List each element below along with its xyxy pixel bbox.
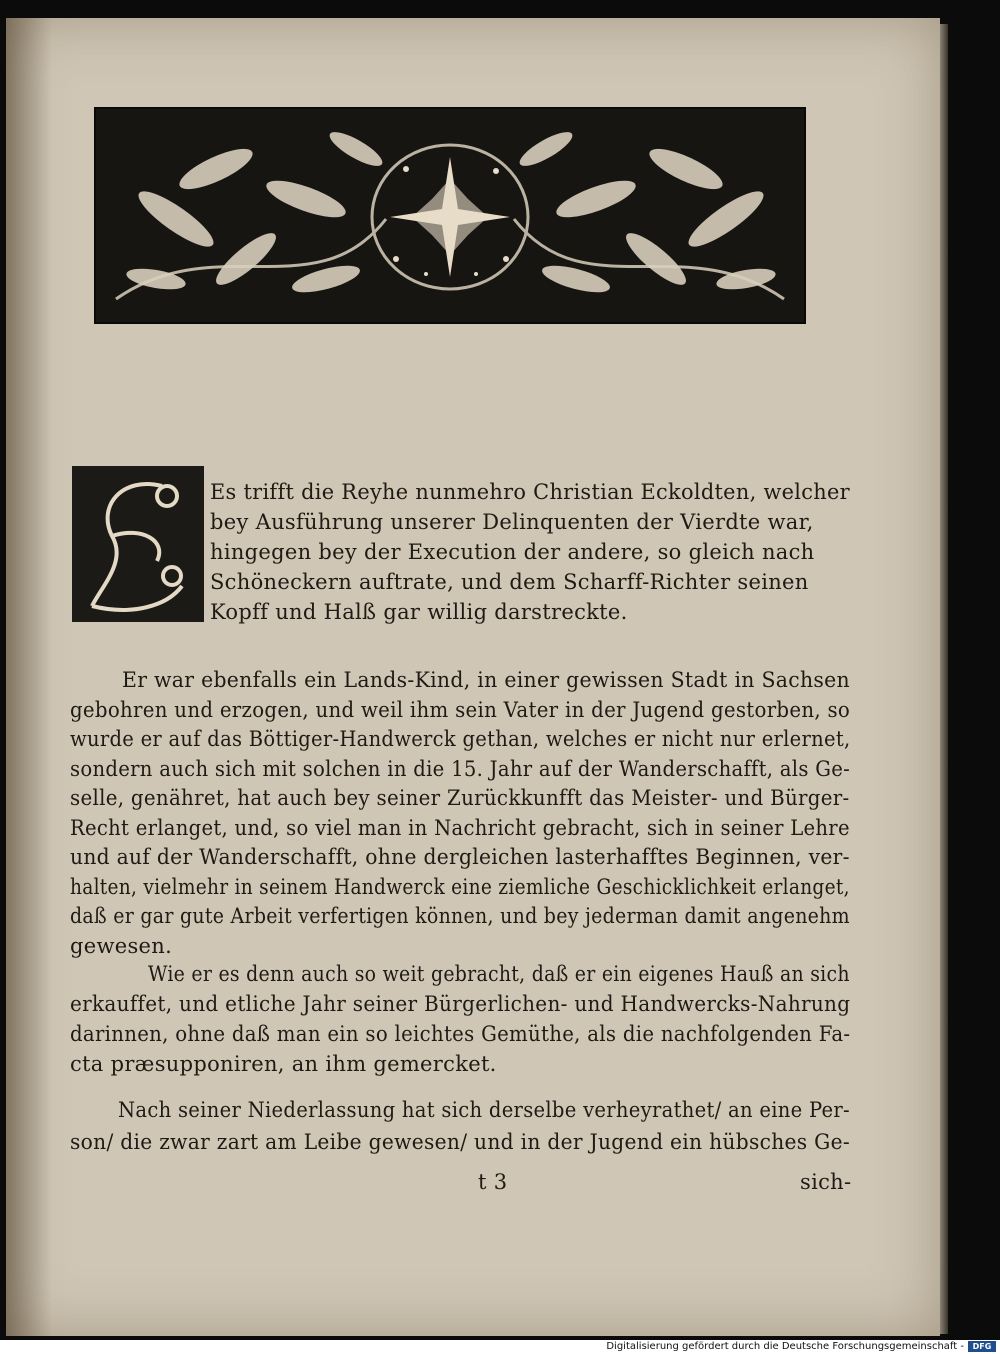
- text-line: bey Ausführung unserer Delinquenten der Vierdte war,: [210, 510, 814, 534]
- funding-credit: Digitalisierung gefördert durch die Deutsche Forschungsgemeinschaft -: [606, 1341, 964, 1352]
- text-line: Kopff und Halß gar willig darstreckte.: [210, 600, 628, 624]
- text-line: und auf der Wanderschafft, ohne dergleichen lasterhafftes Beginnen, ver-: [70, 845, 850, 869]
- text-line: cta præsupponiren, an ihm gemercket.: [70, 1052, 497, 1076]
- text-line: gewesen.: [70, 934, 173, 958]
- text-line: erkauffet, und etliche Jahr seiner Bürgerlichen- und Handwercks-Nahrung: [70, 992, 851, 1016]
- text-line: Schöneckern auftrate, und dem Scharff-Richter seinen: [210, 570, 809, 594]
- spine-shadow: [6, 18, 52, 1336]
- text-line: Es trifft die Reyhe nunmehro Christian Eckoldten, welcher: [210, 480, 850, 504]
- text-line: Er war ebenfalls ein Lands-Kind, in einer gewissen Stadt in Sachsen: [122, 668, 850, 692]
- text-line: darinnen, ohne daß man ein so leichtes Gemüthe, als die nachfolgenden Fa-: [70, 1022, 851, 1046]
- text-line: hingegen bey der Execution der andere, so gleich nach: [210, 540, 815, 564]
- text-line: gebohren und erzogen, und weil ihm sein Vater in der Jugend gestorben, so: [70, 698, 851, 722]
- woodcut-headpiece-ornament: [94, 107, 806, 324]
- dfg-logo: DFG: [968, 1341, 996, 1352]
- text-line: Nach seiner Niederlassung hat sich derselbe verheyrathet/ an eine Per-: [118, 1098, 850, 1122]
- page-edge: [940, 24, 948, 1334]
- text-line: Wie er es denn auch so weit gebracht, daß er ein eigenes Hauß an sich: [148, 962, 850, 986]
- text-line: sondern auch sich mit solchen in die 15. Jahr auf der Wanderschafft, als Ge-: [70, 757, 851, 781]
- text-line: selle, genähret, hat auch bey seiner Zurückkunfft das Meister- und Bürger-: [70, 786, 850, 810]
- text-line: wurde er auf das Böttiger-Handwerck gethan, welches er nicht nur erlernet,: [70, 727, 851, 751]
- text-line: Recht erlanget, und, so viel man in Nachricht gebracht, sich in seiner Lehre: [70, 816, 850, 840]
- text-line: daß er gar gute Arbeit verfertigen können, und bey jederman damit angenehm: [70, 904, 850, 928]
- text-line: son/ die zwar zart am Leibe gewesen/ und in der Jugend ein hübsches Ge-: [70, 1130, 850, 1154]
- decorated-initial-letter: [72, 466, 204, 622]
- signature-mark: t 3: [478, 1170, 508, 1194]
- catchword: sich-: [800, 1170, 852, 1194]
- text-line: halten, vielmehr in seinem Handwerck eine ziemliche Geschicklichkeit erlanget,: [70, 875, 850, 899]
